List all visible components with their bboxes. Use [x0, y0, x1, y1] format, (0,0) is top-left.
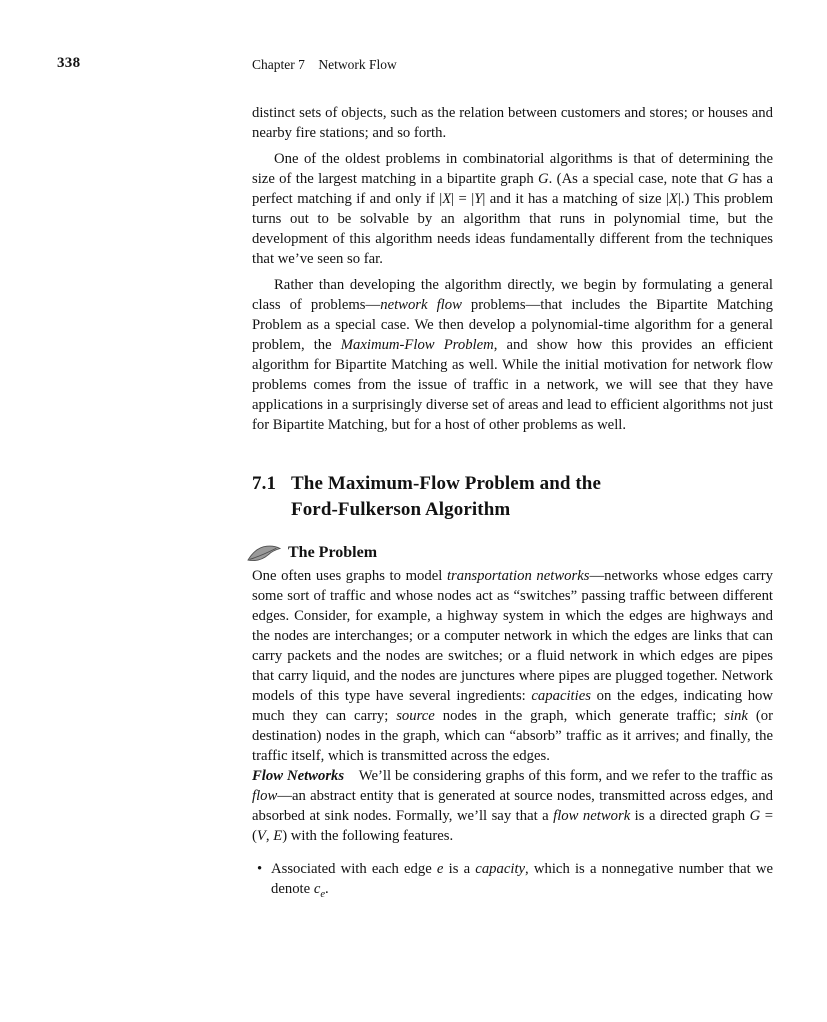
section-title-line2: Ford-Fulkerson Algorithm — [291, 499, 511, 520]
paragraph-rather-than: Rather than developing the algorithm directly, we begin by formulating a general class of problems—network flow problems—that includes the Bipartite Matching Problem as a special case. We then develop a polynomial-time algorithm for a general problem, the Maximum-Flow Problem, and show how this provides an efficient algorithm for Bipartite Matching as well. While the initial motivation for network flow problems comes from the issue of traffic in a network, we will see that they have applications in a surprisingly diverse set of areas and lead to efficient algorithms not just for Bipartite Matching, but for a host of other problems as well. — [252, 277, 774, 433]
paragraph-oldest-problems: One of the oldest problems in combinatorial algorithms is that of determining the size of the largest matching in a bipartite graph G. (As a special case, note that G has a perfect matching if and only if |X| = |Y| and it has a matching of size |X|.) This problem turns out to be solvable by an algorithm that runs in polynomial time, but the development of this algorithm needs ideas fundamentally different from the techniques that we’ve seen so far. — [252, 151, 774, 267]
paragraph-intro: distinct sets of objects, such as the relation between customers and stores; or houses and nearby fire stations; and so forth. — [252, 105, 773, 141]
bullet-item-capacity — [252, 859, 773, 899]
section-heading — [252, 471, 773, 523]
bullet-text: Associated with each edge e is a capacity, which is a nonnegative number that we denote $c_e$. — [271, 861, 773, 900]
bullet-marker: • — [257, 861, 263, 877]
text-column — [252, 103, 773, 899]
leaf-icon — [247, 544, 288, 563]
paragraph-flow-networks: Flow Networks We’ll be considering graphs of this form, and we refer to the traffic as flow—an abstract entity that is generated at source nodes, transmitted across edges, and absorbed at sink nodes. Formally, we’ll say that a flow network is a directed graph G = (V, E) with the following features. — [252, 768, 774, 844]
running-head: Chapter 7 Network Flow — [252, 57, 397, 72]
bullet-list — [252, 859, 773, 899]
paragraph-transportation-networks: One often uses graphs to model transportation networks—networks whose edges carry some sort of traffic and whose nodes act as “switches” passing traffic between different edges. Consider, for example, a highway system in which the edges are highways and the nodes are interchanges; or a computer network in which the edges are links that can carry packets and the nodes are switches; or a fluid network in which edges are pipes that carry liquid, and the nodes are junctures where pipes are plugged together. Network models of this type have several ingredients: capacities on the edges, indicating how much they can carry; source nodes in the graph, which generate traffic; sink (or destination) nodes in the graph, which can “absorb” traffic as it arrives; and finally, the traffic itself, which is transmitted across the edges. — [252, 568, 773, 764]
section-title-line1: The Maximum-Flow Problem and the — [291, 473, 602, 494]
page-number: 338 — [57, 55, 81, 71]
section-number: 7.1 — [252, 473, 277, 494]
subsection-title: The Problem — [288, 544, 378, 561]
subsection-heading — [252, 543, 773, 563]
